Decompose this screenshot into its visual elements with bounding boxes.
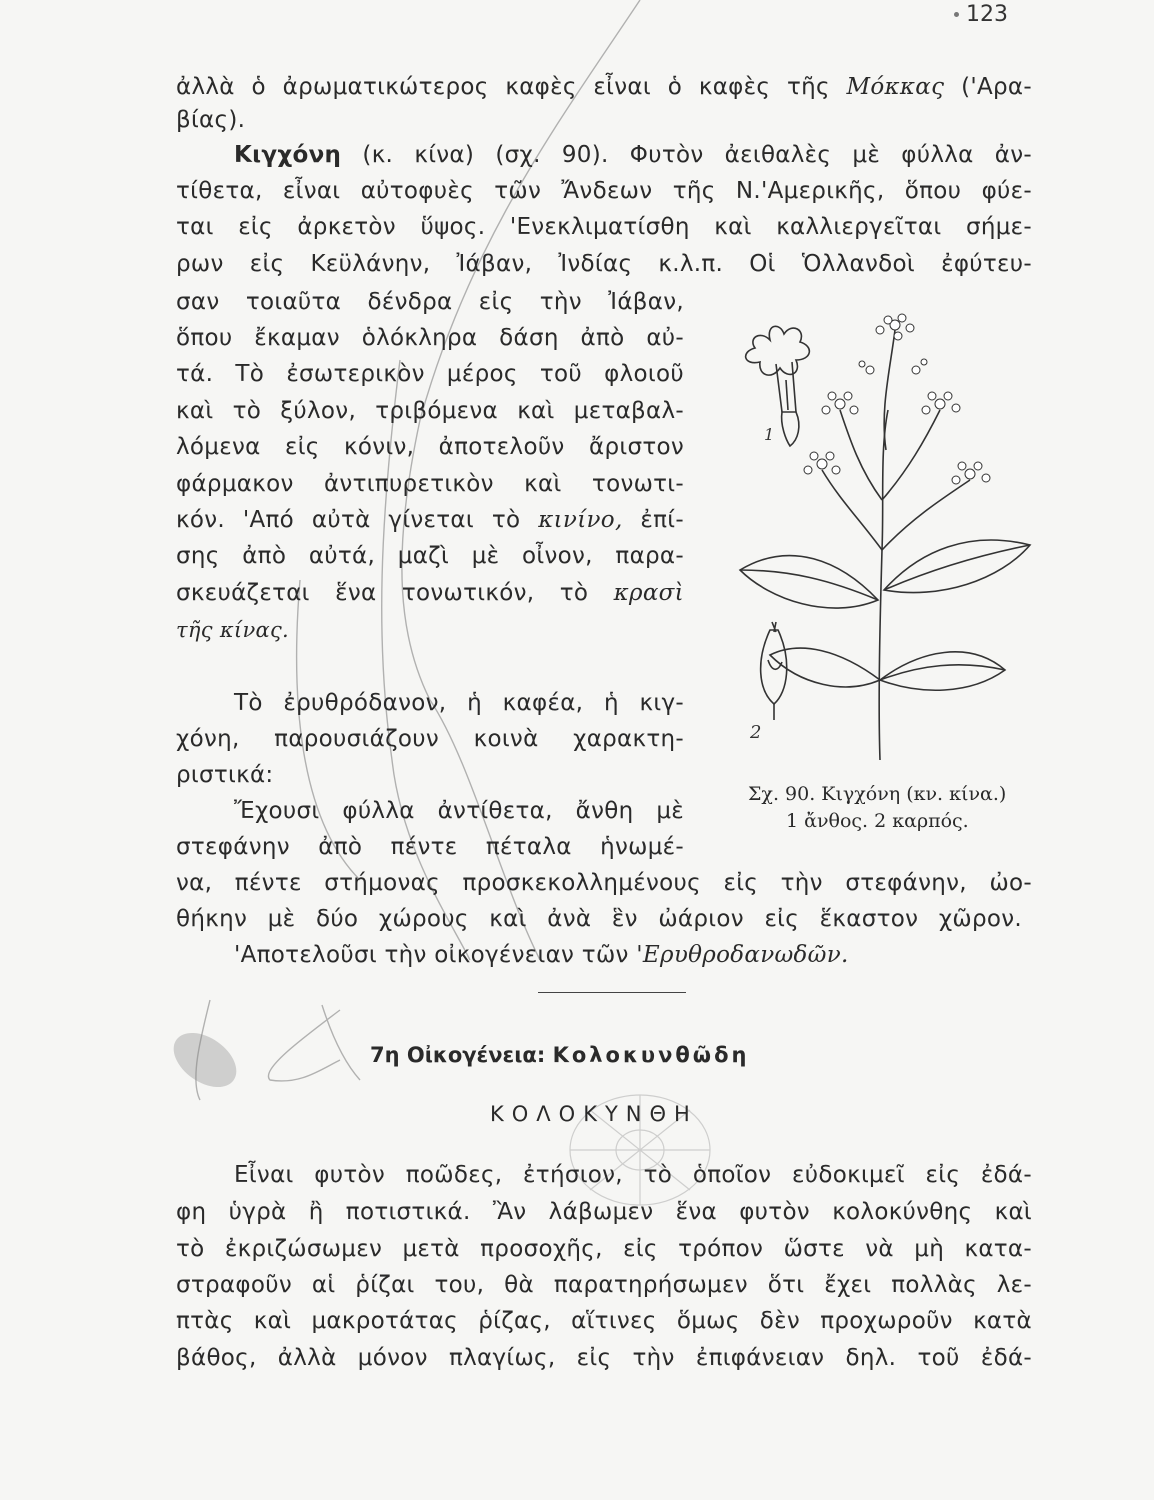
text-line: φη ὑγρὰ ἢ ποτιστικά. Ἂν λάβωμεν ἕνα φυτὸν κολοκύνθης καὶ	[176, 1199, 1032, 1225]
text-line: λόμενα εἰς κόνιν, ἀποτελοῦν ἄριστον	[176, 434, 684, 460]
text-line: Τὸ ἐρυθρόδανον, ἡ καφέα, ἡ κιγ-	[234, 690, 684, 716]
text-line: Κιγχόνη (κ. κίνα) (σχ. 90). Φυτὸν ἀειθαλὲς μὲ φύλλα ἀν-	[234, 142, 1032, 168]
text-line: ἀλλὰ ὁ ἀρωματικώτερος καφὲς εἶναι ὁ καφὲς τῆς Μόκκας ('Αρα-	[176, 74, 1032, 100]
text-line: βίας).	[176, 107, 246, 133]
text-line: πτὰς καὶ μακροτάτας ῥίζας, αἵτινες ὅμως δὲν προχωροῦν κατὰ	[176, 1308, 1032, 1334]
text-line: να, πέντε στήμονας προσκεκολλημένους εἰς τὴν στεφάνην, ὠο-	[176, 870, 1032, 896]
text-line: ριστικά:	[176, 762, 274, 788]
text-line: τίθετα, εἶναι αὐτοφυὲς τῶν Ἄνδεων τῆς Ν.'Αμερικῆς, ὅπου φύε-	[176, 178, 1032, 204]
text-line: βάθος, ἀλλὰ μόνον πλαγίως, εἰς τὴν ἐπιφάνειαν δηλ. τοῦ ἐδά-	[176, 1345, 1032, 1371]
text-line: θήκην μὲ δύο χώρους καὶ ἀνὰ ἓν ὠάριον εἰς ἕκαστον χῶρον.	[176, 906, 1022, 932]
figure-caption: Σχ. 90. Κιγχόνη (κν. κίνα.)	[748, 783, 1007, 805]
text-line: στεφάνην ἀπὸ πέντε πέταλα ἡνωμέ-	[176, 834, 684, 860]
text-line: σκευάζεται ἕνα τονωτικόν, τὸ κρασὶ	[176, 580, 684, 606]
text-line: κόν. 'Από αὐτὰ γίνεται τὸ κινίνο, ἐπί-	[176, 507, 684, 533]
text-line: τῆς κίνας.	[176, 618, 290, 642]
plant-illustration	[730, 300, 1050, 760]
figure-label-2: 2	[750, 722, 762, 743]
section-divider	[538, 992, 686, 993]
text-line: Ἔχουσι φύλλα ἀντίθετα, ἄνθη μὲ	[234, 798, 684, 824]
text-line: ὅπου ἔκαμαν ὁλόκληρα δάση ἀπὸ αὐ-	[176, 325, 684, 351]
text-line: σαν τοιαῦτα δένδρα εἰς τὴν Ἰάβαν,	[176, 289, 684, 315]
text-line: χόνη, παρουσιάζουν κοινὰ χαρακτη-	[176, 726, 684, 752]
text-line: στραφοῦν αἱ ῥίζαι του, θὰ παρατηρήσωμεν ὅτι ἔχει πολλὰς λε-	[176, 1272, 1032, 1298]
family-heading: 7η Οἰκογένεια: Κολοκυνθῶδη	[370, 1043, 750, 1067]
text-line: τά. Τὸ ἐσωτερικὸν μέρος τοῦ φλοιοῦ	[176, 361, 684, 387]
text-line: Εἶναι φυτὸν ποῶδες, ἐτήσιον, τὸ ὁποῖον εὐδοκιμεῖ εἰς ἐδά-	[234, 1162, 1032, 1188]
figure-label-1: 1	[764, 425, 775, 444]
text-line: τὸ ἐκριζώσωμεν μετὰ προσοχῆς, εἰς τρόπον ὥστε νὰ μὴ κατα-	[176, 1236, 1032, 1262]
text-line: ρων εἰς Κεϋλάνην, Ἰάβαν, Ἰνδίας κ.λ.π. Οἱ Ὁλλανδοὶ ἐφύτευ-	[176, 251, 1032, 277]
text-line: σης ἀπὸ αὐτά, μαζὶ μὲ οἶνον, παρα-	[176, 543, 684, 569]
text-line: καὶ τὸ ξύλον, τριβόμενα καὶ μεταβαλ-	[176, 398, 684, 424]
page-number: 123	[966, 2, 1008, 27]
figure-caption-sub: 1 ἄνθος. 2 καρπός.	[786, 810, 969, 832]
text-line: ται εἰς ἀρκετὸν ὕψος. 'Ενεκλιματίσθη καὶ καλλιεργεῖται σήμε-	[176, 214, 1032, 240]
text-line: 'Αποτελοῦσι τὴν οἰκογένειαν τῶν 'Ερυθροδανωδῶν.	[234, 942, 849, 968]
text-line: φάρμακον ἀντιπυρετικὸν καὶ τονωτι-	[176, 471, 684, 497]
section-heading: ΚΟΛΟΚΥΝΘΗ	[490, 1102, 698, 1126]
